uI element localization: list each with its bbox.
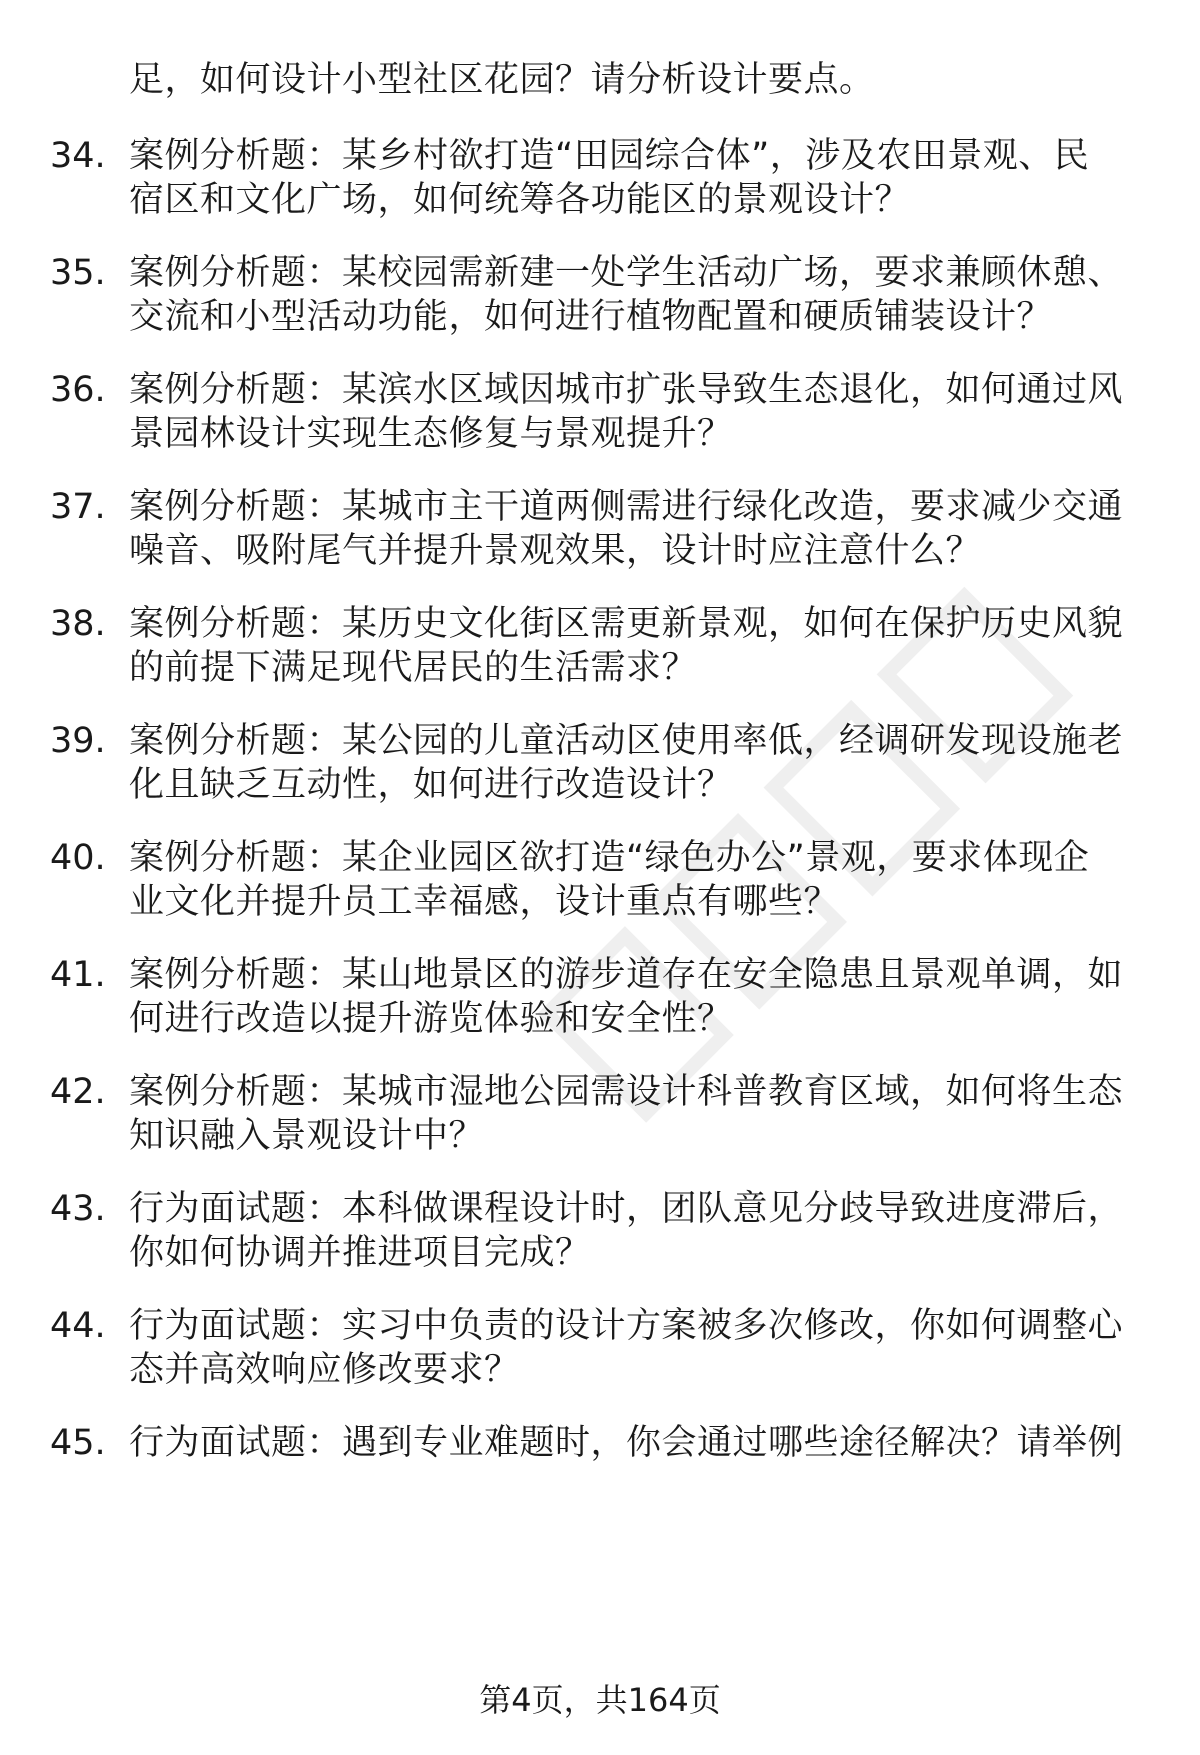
question-text-line: 案例分析题：某校园需新建一处学生活动广场，要求兼顾休憩、 xyxy=(129,253,1124,293)
question-text-line: 行为面试题：遇到专业难题时，你会通过哪些途径解决？请举例 xyxy=(129,1423,1124,1463)
question-text-line: 的前提下满足现代居民的生活需求？ xyxy=(129,648,698,688)
question-text-line: 噪音、吸附尾气并提升景观效果，设计时应注意什么？ xyxy=(129,531,982,571)
question-text-line: 案例分析题：某城市湿地公园需设计科普教育区域，如何将生态 xyxy=(129,1072,1124,1112)
question-number: 41. xyxy=(50,955,106,995)
question-number: 37. xyxy=(50,487,106,527)
question-text-line: 宿区和文化广场，如何统筹各功能区的景观设计？ xyxy=(129,180,911,220)
question-text-line: 行为面试题：本科做课程设计时，团队意见分歧导致进度滞后， xyxy=(129,1189,1124,1229)
question-number: 43. xyxy=(50,1189,106,1229)
question-text-line: 知识融入景观设计中？ xyxy=(129,1116,485,1156)
question-number: 38. xyxy=(50,604,106,644)
continuation-line: 足，如何设计小型社区花园？请分析设计要点。 xyxy=(129,60,875,100)
question-text-line: 案例分析题：某公园的儿童活动区使用率低，经调研发现设施老 xyxy=(129,721,1124,761)
question-number: 36. xyxy=(50,370,106,410)
question-text-line: 案例分析题：某乡村欲打造“田园综合体”，涉及农田景观、民 xyxy=(129,136,1090,176)
question-number: 40. xyxy=(50,838,106,878)
question-number: 34. xyxy=(50,136,106,176)
question-text-line: 案例分析题：某城市主干道两侧需进行绿化改造，要求减少交通 xyxy=(129,487,1124,527)
question-text-line: 你如何协调并推进项目完成？ xyxy=(129,1233,591,1273)
question-text-line: 案例分析题：某历史文化街区需更新景观，如何在保护历史风貌 xyxy=(129,604,1124,644)
question-number: 42. xyxy=(50,1072,106,1112)
question-text-line: 案例分析题：某滨水区域因城市扩张导致生态退化，如何通过风 xyxy=(129,370,1124,410)
question-number: 39. xyxy=(50,721,106,761)
question-text-line: 行为面试题：实习中负责的设计方案被多次修改，你如何调整心 xyxy=(129,1306,1124,1346)
page-footer: 第4页，共164页 xyxy=(479,1681,721,1719)
question-text-line: 景园林设计实现生态修复与景观提升？ xyxy=(129,414,733,454)
question-text-line: 案例分析题：某山地景区的游步道存在安全隐患且景观单调，如 xyxy=(129,955,1124,995)
question-number: 35. xyxy=(50,253,106,293)
question-text-line: 业文化并提升员工幸福感，设计重点有哪些？ xyxy=(129,882,840,922)
question-text-line: 案例分析题：某企业园区欲打造“绿色办公”景观，要求体现企 xyxy=(129,838,1090,878)
question-text-line: 化且缺乏互动性，如何进行改造设计？ xyxy=(129,765,733,805)
question-number: 45. xyxy=(50,1423,106,1463)
question-text-line: 何进行改造以提升游览体验和安全性？ xyxy=(129,999,733,1039)
question-number: 44. xyxy=(50,1306,106,1346)
question-text-line: 态并高效响应修改要求？ xyxy=(129,1350,520,1390)
question-text-line: 交流和小型活动功能，如何进行植物配置和硬质铺装设计？ xyxy=(129,297,1053,337)
